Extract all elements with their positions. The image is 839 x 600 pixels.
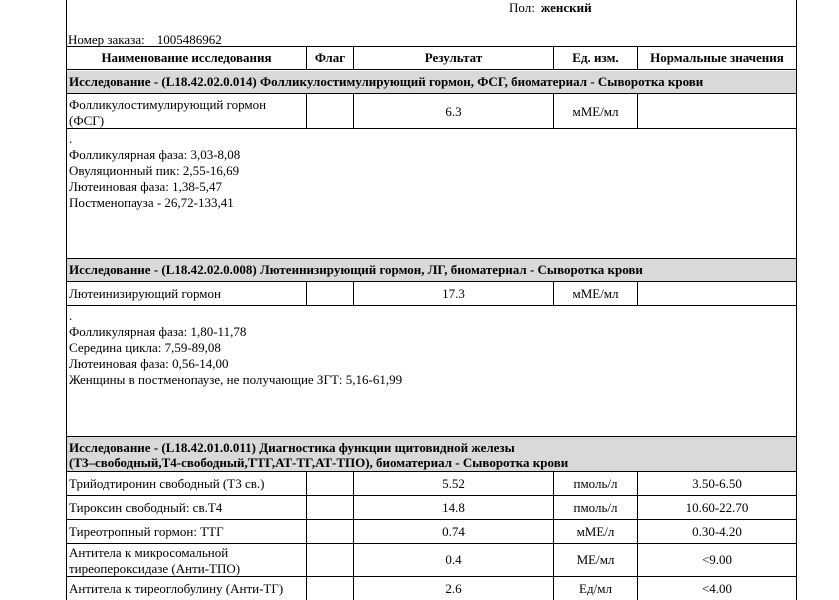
fsh-unit: мМЕ/мл <box>572 104 619 119</box>
lh-unit: мМЕ/мл <box>572 286 619 301</box>
order-label: Номер заказа: <box>68 32 145 47</box>
order-number <box>68 32 222 48</box>
note-line: . <box>69 131 73 146</box>
atpo-name-line2: тиреопероксидазе (Анти-ТПО) <box>69 561 241 576</box>
table-row <box>69 97 266 129</box>
t3-name: Трийодтиронин свободный (Т3 св.) <box>69 476 265 491</box>
atg-result: 2.6 <box>445 581 462 596</box>
t4-result: 14.8 <box>442 500 465 515</box>
atpo-normal: <9.00 <box>701 552 733 567</box>
note-line: Середина цикла: 7,59-89,08 <box>69 340 221 355</box>
atpo-unit: МЕ/мл <box>576 552 615 567</box>
lh-result: 17.3 <box>442 286 465 301</box>
t3-normal: 3.50-6.50 <box>692 476 742 491</box>
note-line: Фолликулярная фаза: 1,80-11,78 <box>69 324 247 339</box>
tsh-normal: 0.30-4.20 <box>692 524 742 539</box>
fsh-reference-note <box>69 131 240 211</box>
lh-name: Лютеинизирующий гормон <box>69 286 221 301</box>
t4-name: Тироксин свободный: св.Т4 <box>69 500 223 515</box>
tsh-result: 0.74 <box>442 524 465 539</box>
note-line: Лютеиновая фаза: 1,38-5,47 <box>69 179 222 194</box>
fsh-name-line1: Фолликулостимулирующий гормон <box>69 97 267 112</box>
atg-unit: Ед/мл <box>579 581 612 596</box>
header-result: Результат <box>424 50 483 65</box>
note-line: Овуляционный пик: 2,55-16,69 <box>69 163 240 178</box>
order-value: 1005486962 <box>156 32 222 47</box>
atpo-name <box>69 545 240 577</box>
note-line: Женщины в постменопаузе, не получающие ЗГТ: 5,16-61,99 <box>69 372 403 387</box>
tsh-name: Тиреотропный гормон: ТТГ <box>69 524 224 539</box>
header-flag: Флаг <box>314 50 346 65</box>
atg-name: Антитела к тиреоглобулину (Анти-ТГ) <box>69 581 284 596</box>
gender-label: Пол: <box>509 0 535 15</box>
note-line: Лютеиновая фаза: 0,56-14,00 <box>69 356 229 371</box>
atpo-name-line1: Антитела к микросомальной <box>69 545 229 560</box>
note-line: . <box>69 308 73 323</box>
lh-reference-note <box>69 308 402 388</box>
thyroid-section-line2: (Т3–свободный,Т4-свободный,ТТГ,АТ-ТГ,АТ-ТПО), биоматериал - Сыворотка крови <box>69 455 569 470</box>
atpo-result: 0.4 <box>445 552 462 567</box>
fsh-section-header: Исследование - (L18.42.02.0.014) Фолликулостимулирующий гормон, ФСГ, биоматериал - Сыворотка крови <box>66 71 796 93</box>
t3-result: 5.52 <box>442 476 465 491</box>
lh-section-header: Исследование - (L18.42.02.0.008) Лютеинизирующий гормон, ЛГ, биоматериал - Сыворотка крови <box>66 259 796 281</box>
header-name: Наименование исследования <box>101 50 272 65</box>
t4-normal: 10.60-22.70 <box>685 500 749 515</box>
note-line: Фолликулярная фаза: 3,03-8,08 <box>69 147 241 162</box>
fsh-result: 6.3 <box>445 104 462 119</box>
t4-unit: пмоль/л <box>573 500 618 515</box>
fsh-name-line2: (ФСГ) <box>69 113 105 128</box>
note-line: Постменопауза - 26,72-133,41 <box>69 195 234 210</box>
gender-value: женский <box>540 0 592 15</box>
header-unit: Ед. изм. <box>572 50 619 65</box>
atg-normal: <4.00 <box>701 581 733 596</box>
tsh-unit: мМЕ/л <box>576 524 615 539</box>
patient-gender <box>509 0 592 16</box>
thyroid-section-header <box>66 437 796 471</box>
thyroid-section-line1: Исследование - (L18.42.01.0.011) Диагностика функции щитовидной железы <box>69 440 515 455</box>
header-normal: Нормальные значения <box>650 50 784 65</box>
t3-unit: пмоль/л <box>573 476 618 491</box>
